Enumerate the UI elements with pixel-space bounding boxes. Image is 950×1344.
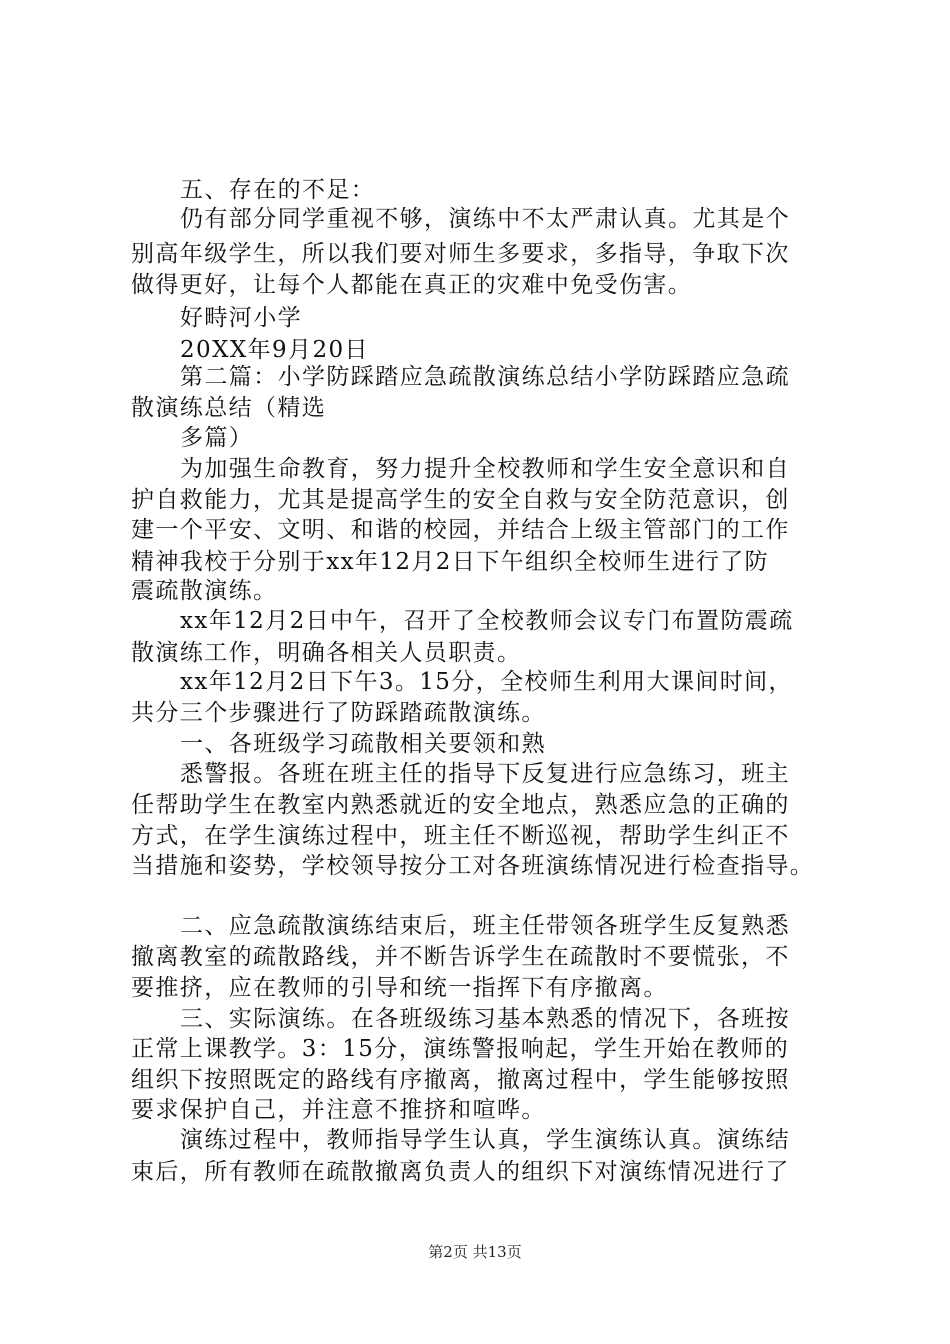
paragraph-line: 为加强生命教育，努力提升全校教师和学生安全意识和自 bbox=[180, 456, 790, 482]
paragraph-line: 做得更好，让每个人都能在真正的灾难中免受伤害。 bbox=[131, 272, 693, 298]
paragraph-line: 震疏散演练。 bbox=[131, 578, 278, 604]
paragraph-line: 护自救能力，尤其是提高学生的安全自救与安全防范意识，创 bbox=[131, 487, 790, 513]
paragraph-line: 方式，在学生演练过程中，班主任不断巡视，帮助学生纠正不 bbox=[131, 823, 790, 849]
article-title: 多篇） bbox=[180, 425, 254, 451]
paragraph-line: 精神我校于分别于xx年12月2日下午组织全校师生进行了防 bbox=[131, 549, 770, 575]
paragraph-line: 当措施和姿势，学校领导按分工对各班演练情况进行检查指导。 bbox=[131, 853, 815, 879]
paragraph-line: 组织下按照既定的路线有序撤离，撤离过程中，学生能够按照 bbox=[131, 1067, 790, 1093]
paragraph-line: 别高年级学生，所以我们要对师生多要求，多指导，争取下次 bbox=[131, 241, 790, 267]
paragraph-line: 共分三个步骤进行了防踩踏疏散演练。 bbox=[131, 700, 546, 726]
section-heading: 一、各班级学习疏散相关要领和熟 bbox=[180, 731, 546, 757]
page-number-footer: 第2页 共13页 bbox=[428, 1243, 522, 1261]
paragraph-line: 正常上课教学。3：15分，演练警报响起，学生开始在教师的 bbox=[131, 1036, 790, 1062]
paragraph-line: 二、应急疏散演练结束后，班主任带领各班学生反复熟悉 bbox=[180, 913, 790, 939]
paragraph-line: 任帮助学生在教室内熟悉就近的安全地点，熟悉应急的正确的 bbox=[131, 792, 790, 818]
article-title: 第二篇：小学防踩踏应急疏散演练总结小学防踩踏应急疏 bbox=[180, 364, 790, 390]
article-title: 散演练总结（精选 bbox=[131, 395, 327, 421]
paragraph-line: 三、实际演练。在各班级练习基本熟悉的情况下，各班按 bbox=[180, 1006, 790, 1032]
paragraph-line: 散演练工作，明确各相关人员职责。 bbox=[131, 640, 522, 666]
paragraph-line: 仍有部分同学重视不够，演练中不太严肃认真。尤其是个 bbox=[180, 206, 790, 232]
paragraph-line: 束后，所有教师在疏散撤离负责人的组织下对演练情况进行了 bbox=[131, 1159, 790, 1185]
paragraph-line: 要求保护自己，并注意不推挤和喧哗。 bbox=[131, 1097, 546, 1123]
paragraph-line: 悉警报。各班在班主任的指导下反复进行应急练习，班主 bbox=[180, 761, 790, 787]
signature-school: 好畤河小学 bbox=[180, 305, 302, 331]
paragraph-line: 建一个平安、文明、和谐的校园，并结合上级主管部门的工作 bbox=[131, 517, 790, 543]
paragraph-line: xx年12月2日中午，召开了全校教师会议专门布置防震疏 bbox=[180, 608, 794, 634]
section-heading: 五、存在的不足： bbox=[180, 177, 376, 203]
paragraph-line: 撤离教室的疏散路线，并不断告诉学生在疏散时不要慌张，不 bbox=[131, 944, 790, 970]
paragraph-line: 演练过程中，教师指导学生认真，学生演练认真。演练结 bbox=[180, 1127, 790, 1153]
signature-date: 20XX年9月20日 bbox=[180, 337, 369, 363]
paragraph-line: xx年12月2日下午3。15分，全校师生利用大课间时间， bbox=[180, 669, 793, 695]
paragraph-line: 要推挤，应在教师的引导和统一指挥下有序撤离。 bbox=[131, 975, 668, 1001]
